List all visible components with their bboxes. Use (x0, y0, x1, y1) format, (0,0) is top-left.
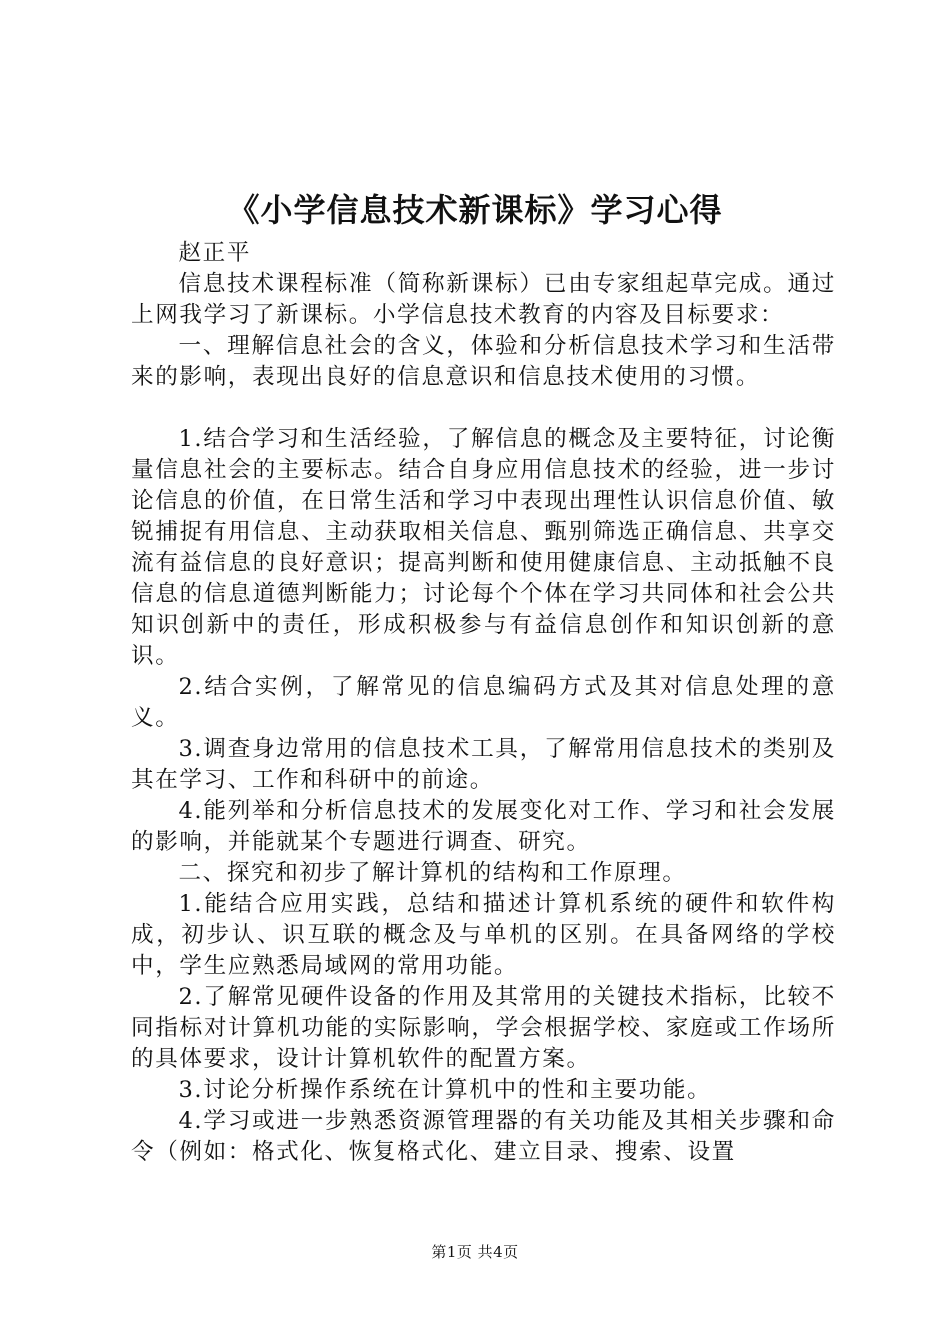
paragraph: 2.结合实例，了解常见的信息编码方式及其对信息处理的意义。 (131, 674, 836, 731)
page-footer: 第1页 共4页 (431, 1243, 519, 1261)
section-heading: 一、理解信息社会的含义，体验和分析信息技术学习和生活带来的影响，表现出良好的信息意识和信息技术使用的习惯。 (131, 333, 836, 390)
paragraph: 1.结合学习和生活经验，了解信息的概念及主要特征，讨论衡量信息社会的主要标志。结合自身应用信息技术的经验，进一步讨论信息的价值，在日常生活和学习中表现出理性认识信息价值、敏锐捕捉有用信息、主动获取相关信息、甄别筛选正确信息、共享交流有益信息的良好意识；提高判断和使用健康信息、主动抵触不良信息的信息道德判断能力；讨论每个个体在学习共同体和社会公共知识创新中的责任，形成积极参与有益信息创作和知识创新的意识。 (131, 426, 836, 669)
paragraph: 信息技术课程标准（简称新课标）已由专家组起草完成。通过上网我学习了新课标。小学信息技术教育的内容及目标要求： (131, 271, 836, 328)
paragraph: 1.能结合应用实践，总结和描述计算机系统的硬件和软件构成，初步认、识互联的概念及与单机的区别。在具备网络的学校中，学生应熟悉局域网的常用功能。 (131, 891, 836, 979)
paragraph: 4.能列举和分析信息技术的发展变化对工作、学习和社会发展的影响，并能就某个专题进行调查、研究。 (131, 798, 836, 855)
paragraph: 4.学习或进一步熟悉资源管理器的有关功能及其相关步骤和命令（例如：格式化、恢复格式化、建立目录、搜索、设置 (131, 1108, 836, 1165)
paragraph: 3.讨论分析操作系统在计算机中的性和主要功能。 (178, 1077, 712, 1103)
author-line: 赵正平 (178, 240, 252, 266)
section-heading: 二、探究和初步了解计算机的结构和工作原理。 (178, 860, 687, 886)
paragraph: 2.了解常见硬件设备的作用及其常用的关键技术指标，比较不同指标对计算机功能的实际影响，学会根据学校、家庭或工作场所的具体要求，设计计算机软件的配置方案。 (131, 984, 836, 1072)
document-title: 《小学信息技术新课标》学习心得 (227, 191, 723, 229)
document-body (131, 238, 836, 1168)
paragraph: 3.调查身边常用的信息技术工具，了解常用信息技术的类别及其在学习、工作和科研中的前途。 (131, 736, 836, 793)
